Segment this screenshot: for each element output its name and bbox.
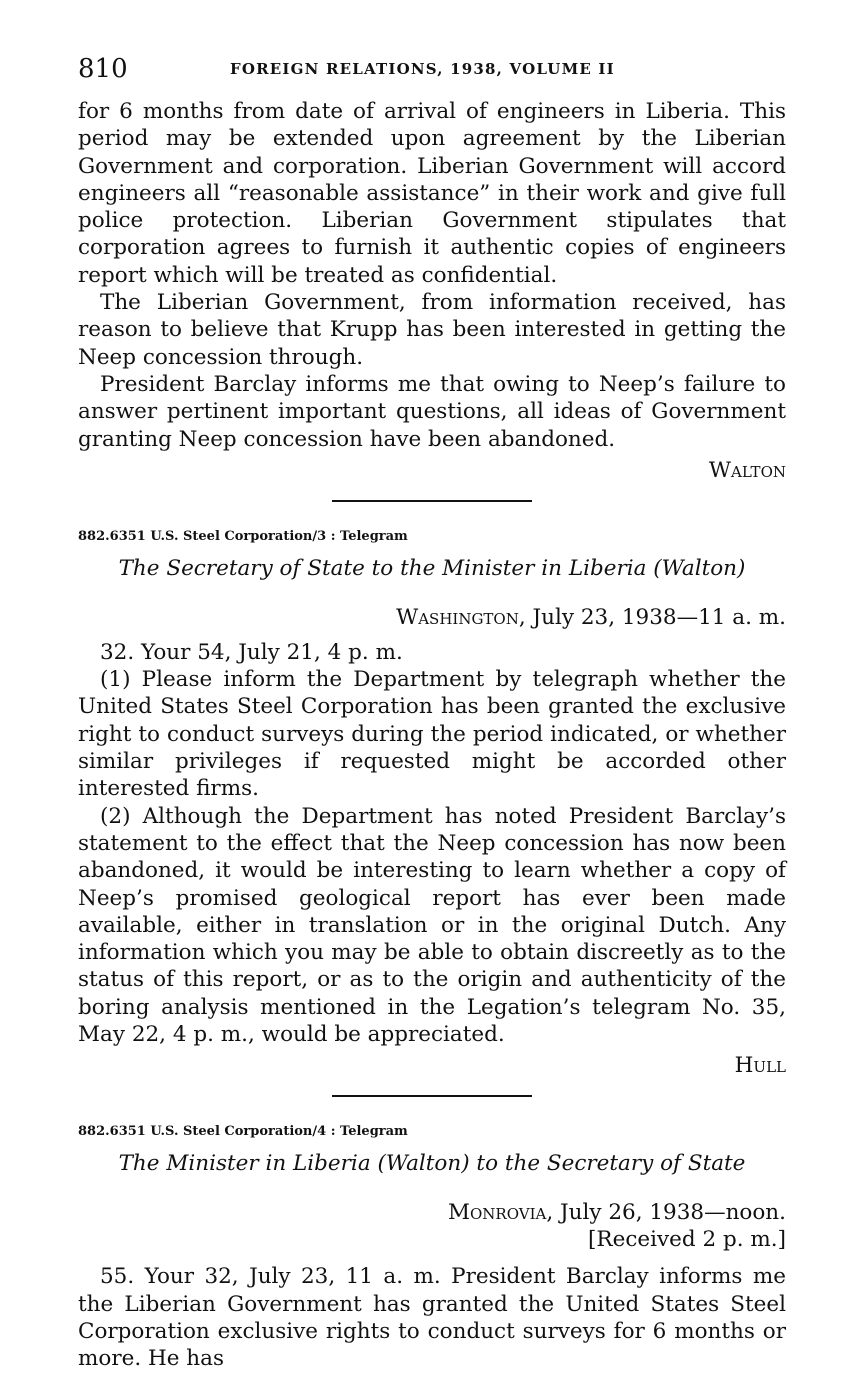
section-divider [332, 500, 532, 502]
signature-walton: Walton [708, 457, 786, 483]
file-reference-1: 882.6351 U.S. Steel Corporation/3 : Telegram [78, 528, 408, 544]
document-title-2: The Minister in Liberia (Walton) to the Secretary of State [118, 1151, 746, 1177]
page-header [78, 54, 786, 88]
telegram-32-paragraph-2: (1) Please inform the Department by telegraph whether the United States Steel Corporation has been granted the exclusive right to conduct surveys during the period indicated, or whether similar privileges if requested might be accorded other interested firms. [78, 667, 786, 802]
running-head: FOREIGN RELATIONS, 1938, VOLUME II [230, 60, 615, 78]
continuation-paragraph-2: The Liberian Government, from information received, has reason to believe that Krupp has been interested in getting the Neep concession through. [78, 290, 786, 370]
dateline-date: , July 23, 1938—11 a. m. [518, 604, 786, 630]
page-body [78, 98, 786, 1373]
document-title-1: The Secretary of State to the Minister in Liberia (Walton) [118, 555, 746, 581]
dateline-place: Monrovia [447, 1200, 547, 1226]
dateline-place: Washington [396, 604, 519, 630]
page-number: 810 [78, 54, 128, 84]
telegram-32-paragraph-1: 32. Your 54, July 21, 4 p. m. [100, 639, 403, 665]
dateline-date: , July 26, 1938—noon. [546, 1200, 786, 1226]
continuation-paragraph-1: for 6 months from date of arrival of engineers in Liberia. This period may be extended upon agreement by the Liberian Government and corporation. Liberian Government will accord engineers all “reasonable assistance” in their work and give full police protection. Liberian Government stipulates that corporation agrees to furnish it authentic copies of engineers report which will be treated as confidential. [78, 99, 786, 288]
section-divider [332, 1095, 532, 1097]
signature-hull: Hull [734, 1053, 786, 1079]
telegram-32-paragraph-3: (2) Although the Department has noted President Barclay’s statement to the effect that the Neep concession has now been abandoned, it would be interesting to learn whether a copy of Neep’s promised geological report has ever been made available, either in translation or in the original Dutch. Any information which you may be able to obtain discreetly as to the status of this report, or as to the origin and authenticity of the boring analysis mentioned in the Legation’s telegram No. 35, May 22, 4 p. m., would be appreciated. [78, 803, 786, 1048]
telegram-55-paragraph-1: 55. Your 32, July 23, 11 a. m. President Barclay informs me the Liberian Government has granted the United States Steel Corporation exclusive rights to conduct surveys for 6 months or more. He has [78, 1264, 786, 1372]
dateline-2 [78, 1199, 786, 1226]
file-reference-2: 882.6351 U.S. Steel Corporation/4 : Telegram [78, 1124, 408, 1140]
continuation-paragraph-3: President Barclay informs me that owing to Neep’s failure to answer pertinent important questions, all ideas of Government granting Neep concession have been abandoned. [78, 371, 786, 452]
dateline-1 [78, 604, 786, 631]
received-line: [Received 2 p. m.] [588, 1227, 786, 1253]
